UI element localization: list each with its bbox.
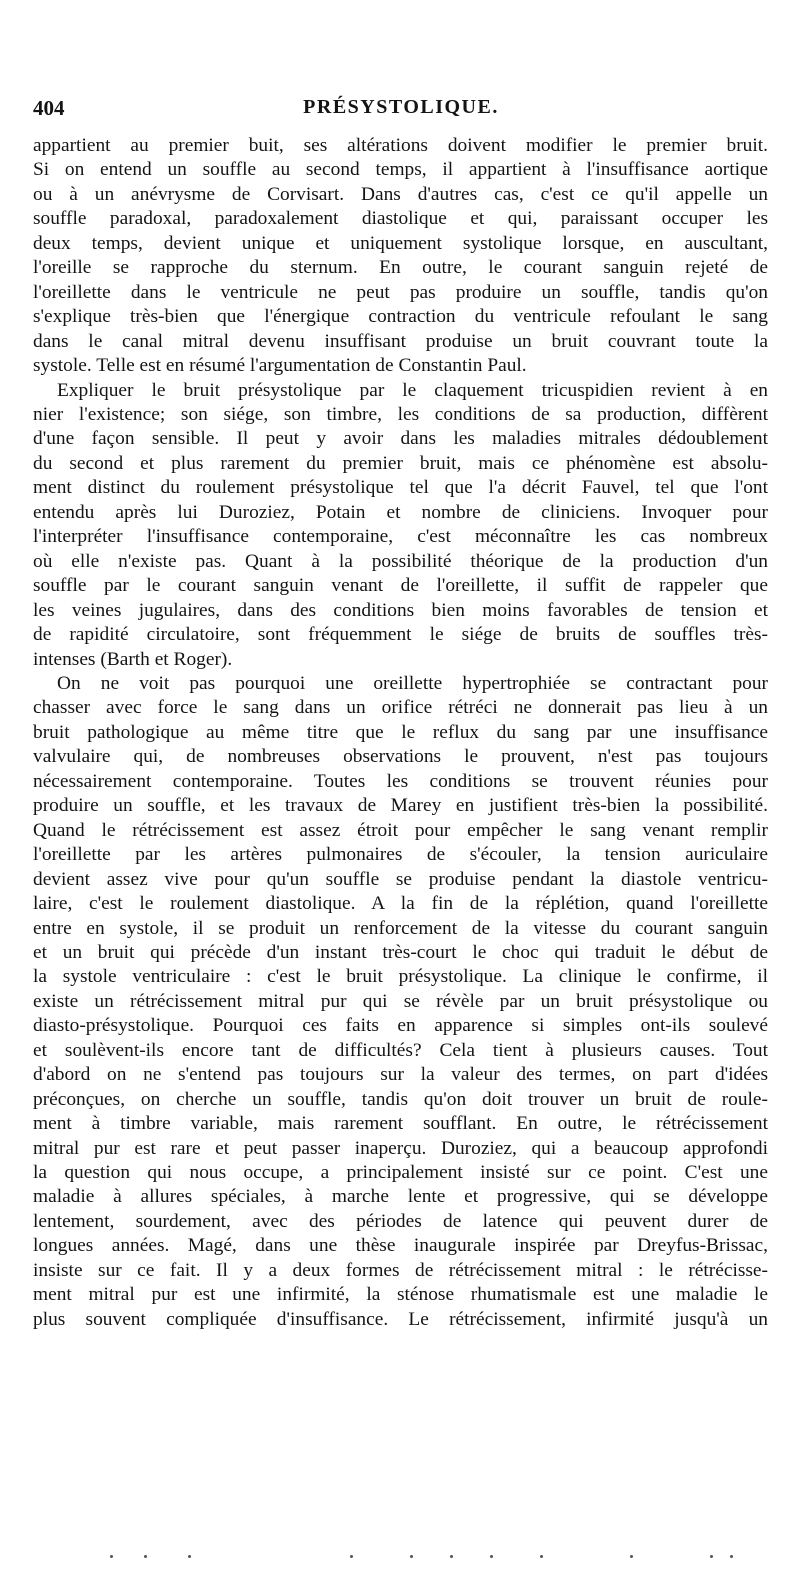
text-line: l'oreille se rapproche du sternum. En outre, le courant sanguin rejeté de [33, 257, 768, 279]
text-line: bruit pathologique au même titre que le reflux du sang par une insuffisance [33, 721, 768, 743]
text-line: d'une façon sensible. Il peut y avoir dans les maladies mitrales dédoublement [33, 428, 768, 450]
text-line: l'interpréter l'insuffisance contemporaine, c'est méconnaître les cas nombreux [33, 526, 768, 548]
text-line: ment distinct du roulement présystolique tel que l'a décrit Fauvel, tel que l'ont [33, 477, 768, 499]
page-header [33, 96, 769, 126]
text-line: nécessairement contemporaine. Toutes les conditions se trouvent réunies pour [33, 770, 768, 792]
paragraph [33, 134, 768, 379]
text-line: entendu après lui Duroziez, Potain et nombre de cliniciens. Invoquer pour [33, 501, 768, 523]
scan-specks [110, 1555, 750, 1561]
paragraph [33, 672, 768, 1332]
text-line: et soulèvent-ils encore tant de difficultés? Cela tient à plusieurs causes. Tout [33, 1039, 768, 1061]
text-line: Si on entend un souffle au second temps, il appartient à l'insuffisance aortique [33, 159, 768, 181]
text-line: préconçues, on cherche un souffle, tandis qu'on doit trouver un bruit de roule- [33, 1088, 768, 1110]
text-line: ou à un anévrysme de Corvisart. Dans d'autres cas, c'est ce qu'il appelle un [33, 183, 768, 205]
text-line: et un bruit qui précède d'un instant très-court le choc qui traduit le début de [33, 941, 768, 963]
text-line: diasto-présystolique. Pourquoi ces faits en apparence si simples ont-ils soulevé [33, 1015, 768, 1037]
text-line: intenses (Barth et Roger). [33, 648, 233, 670]
body-text [33, 134, 768, 1332]
text-line: d'abord on ne s'entend pas toujours sur la valeur des termes, on part d'idées [33, 1064, 768, 1086]
text-line: devient assez vive pour qu'un souffle se produise pendant la diastole ventricu- [33, 868, 768, 890]
text-line: produire un souffle, et les travaux de Marey en justifient très-bien la possibilité. [33, 795, 768, 817]
text-line: ment mitral pur est une infirmité, la sténose rhumatismale est une maladie le [33, 1284, 768, 1306]
text-line: lentement, sourdement, avec des périodes de latence qui peuvent durer de [33, 1210, 768, 1232]
text-line: mitral pur est rare et peut passer inaperçu. Duroziez, qui a beaucoup approfondi [33, 1137, 768, 1159]
text-line: insiste sur ce fait. Il y a deux formes de rétrécissement mitral : le rétrécisse- [33, 1259, 768, 1281]
text-line: souffle par le courant sanguin venant de l'oreillette, il suffit de rappeler que [33, 575, 768, 597]
text-line: l'oreillette dans le ventricule ne peut pas produire un souffle, tandis qu'on [33, 281, 768, 303]
text-line: On ne voit pas pourquoi une oreillette hypertrophiée se contractant pour [57, 672, 768, 694]
text-line: longues années. Magé, dans une thèse inaugurale inspirée par Dreyfus-Brissac, [33, 1235, 768, 1257]
text-line: deux temps, devient unique et uniquement systolique lorsque, en auscultant, [33, 232, 768, 254]
text-line: laire, c'est le roulement diastolique. A la fin de la réplétion, quand l'oreillette [33, 893, 768, 915]
text-line: Expliquer le bruit présystolique par le claquement tricuspidien revient à en [57, 379, 768, 401]
text-line: l'oreillette par les artères pulmonaires de s'écouler, la tension auriculaire [33, 844, 768, 866]
text-line: nier l'existence; son siége, son timbre, les conditions de sa production, diffèrent [33, 403, 768, 425]
text-line: ment à timbre variable, mais rarement soufflant. En outre, le rétrécissement [33, 1113, 768, 1135]
text-line: de rapidité circulatoire, sont fréquemment le siége de bruits de souffles très- [33, 624, 768, 646]
text-line: entre en systole, il se produit un renforcement de la vitesse du courant sanguin [33, 917, 768, 939]
text-line: appartient au premier buit, ses altérations doivent modifier le premier bruit. [33, 135, 768, 156]
text-line: Quand le rétrécissement est assez étroit pour empêcher le sang venant remplir [33, 819, 768, 841]
text-line: maladie à allures spéciales, à marche lente et progressive, qui se développe [33, 1186, 768, 1208]
text-line: systole. Telle est en résumé l'argumentation de Constantin Paul. [33, 355, 527, 377]
text-line: chasser avec force le sang dans un orifice rétréci ne donnerait pas lieu à un [33, 697, 768, 719]
paragraph [33, 379, 768, 672]
text-line: existe un rétrécissement mitral pur qui se révèle par un bruit présystolique ou [33, 990, 768, 1012]
running-title: PRÉSYSTOLIQUE. [303, 96, 499, 118]
text-line: les veines jugulaires, dans des conditions bien moins favorables de tension et [33, 599, 768, 621]
text-line: s'explique très-bien que l'énergique contraction du ventricule refoulant le sang [33, 306, 768, 328]
text-line: du second et plus rarement du premier bruit, mais ce phénomène est absolu- [33, 452, 768, 474]
text-line: où elle n'existe pas. Quant à la possibilité théorique de la production d'un [33, 550, 768, 572]
text-line: la question qui nous occupe, a principalement insisté sur ce point. C'est une [33, 1162, 768, 1184]
text-line: souffle paradoxal, paradoxalement diastolique et qui, paraissant occuper les [33, 208, 768, 230]
text-line: plus souvent compliquée d'insuffisance. Le rétrécissement, infirmité jusqu'à un [33, 1308, 768, 1330]
page-number: 404 [33, 96, 65, 120]
text-line: dans le canal mitral devenu insuffisant produise un bruit couvrant toute la [33, 330, 768, 352]
text-line: valvulaire qui, de nombreuses observations le prouvent, n'est pas toujours [33, 746, 768, 768]
text-line: la systole ventriculaire : c'est le bruit présystolique. La clinique le confirme, il [33, 966, 768, 988]
